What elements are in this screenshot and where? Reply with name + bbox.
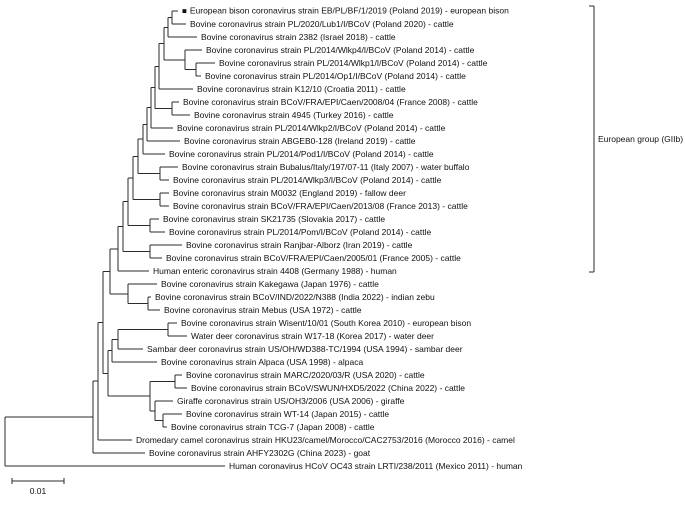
taxon-name-text: Bovine coronavirus strain 2382 (Israel 2018) - cattle <box>201 31 396 42</box>
taxon-name-text: Water deer coronavirus strain W17-18 (Korea 2017) - water deer <box>191 330 434 341</box>
taxon-label <box>229 462 522 471</box>
taxon-label <box>153 267 397 276</box>
taxon-label <box>173 202 468 211</box>
taxon-name-text: Bovine coronavirus strain WT-14 (Japan 2015) - cattle <box>186 408 390 419</box>
taxon-label <box>186 371 425 380</box>
taxon-name-text: Bovine coronavirus strain MARC/2020/03/R (USA 2020) - cattle <box>186 369 425 380</box>
taxon-name-text: Human enteric coronavirus strain 4408 (Germany 1988) - human <box>153 265 397 276</box>
taxon-name-text: Bovine coronavirus strain BCoV/FRA/EPI/Caen/2005/01 (France 2005) - cattle <box>166 252 461 263</box>
taxon-name-text: Bovine coronavirus strain PL/2014/Op1/I/BCoV (Poland 2014) - cattle <box>205 70 466 81</box>
taxon-name-text: Bovine coronavirus strain SK21735 (Slovakia 2017) - cattle <box>163 213 386 224</box>
taxon-label <box>219 59 487 68</box>
taxon-label <box>163 215 385 224</box>
taxon-name-text: Bovine coronavirus strain PL/2020/Lub1/I/BCoV (Poland 2020) - cattle <box>190 18 454 29</box>
taxon-name-text: Bovine coronavirus strain Ranjbar-Alborz (Iran 2019) - cattle <box>186 239 413 250</box>
taxon-name-text: Bovine coronavirus strain PL/2014/Wlkp3/I/BCoV (Poland 2014) - cattle <box>173 174 442 185</box>
taxon-label <box>173 189 406 198</box>
taxon-name-text: Bovine coronavirus strain BCoV/FRA/EPI/Caen/2008/04 (France 2008) - cattle <box>183 96 478 107</box>
taxon-name-text: Bovine coronavirus strain PL/2014/Wlkp1/I/BCoV (Poland 2014) - cattle <box>219 57 488 68</box>
taxon-name-text: Bovine coronavirus strain M0032 (England 2019) - fallow deer <box>173 187 406 198</box>
taxon-name-text: Bovine coronavirus strain 4945 (Turkey 2016) - cattle <box>194 109 394 120</box>
taxon-label <box>197 85 406 94</box>
taxon-name-text: European bison coronavirus strain EB/PL/BF/1/2019 (Poland 2019) - european bison <box>189 5 509 16</box>
taxon-label <box>169 150 434 159</box>
taxon-name-text: Bovine coronavirus strain Wisent/10/01 (South Korea 2010) - european bison <box>181 317 472 328</box>
taxon-name-text: Bovine coronavirus strain PL/2014/Pom/I/BCoV (Poland 2014) - cattle <box>169 226 432 237</box>
taxon-label <box>161 280 379 289</box>
taxon-label <box>161 358 363 367</box>
taxon-label <box>155 293 435 302</box>
taxon-label <box>205 72 466 81</box>
study-strain-square-marker: ■ <box>182 6 187 16</box>
clade-group-label: European group (GIIb) <box>598 134 684 144</box>
taxon-label <box>171 423 374 432</box>
taxon-name-text: Giraffe coronavirus strain US/OH3/2006 (USA 2006) - giraffe <box>177 395 405 406</box>
taxon-label <box>181 319 471 328</box>
taxon-label <box>186 241 412 250</box>
taxon-name-text: Bovine coronavirus strain K12/10 (Croatia 2011) - cattle <box>197 83 406 94</box>
taxon-label <box>206 46 474 55</box>
taxon-name-text: Sambar deer coronavirus strain US/OH/WD388-TC/1994 (USA 1994) - sambar deer <box>147 343 463 354</box>
taxon-label <box>182 163 469 172</box>
taxon-name-text: Bovine coronavirus strain BCoV/SWUN/HXD5/2022 (China 2022) - cattle <box>191 382 466 393</box>
taxon-label <box>186 410 389 419</box>
taxon-label <box>194 111 394 120</box>
taxon-label <box>191 332 434 341</box>
taxon-name-text: Bovine coronavirus strain Alpaca (USA 1998) - alpaca <box>161 356 364 367</box>
taxon-label <box>184 137 416 146</box>
taxon-label <box>169 228 431 237</box>
taxon-label <box>183 98 478 107</box>
taxon-label <box>182 7 509 16</box>
taxon-label <box>164 306 361 315</box>
taxon-name-text: Bovine coronavirus strain Kakegawa (Japan 1976) - cattle <box>161 278 379 289</box>
taxon-label <box>147 345 463 354</box>
taxon-label <box>201 33 396 42</box>
taxon-name-text: Bovine coronavirus strain ABGEB0-128 (Ireland 2019) - cattle <box>184 135 416 146</box>
taxon-label <box>173 176 441 185</box>
taxon-name-text: Bovine coronavirus strain PL/2014/Wlkp2/I/BCoV (Poland 2014) - cattle <box>177 122 446 133</box>
taxon-label <box>166 254 461 263</box>
taxon-label <box>177 397 404 406</box>
taxon-name-text: Bovine coronavirus strain Mebus (USA 1972) - cattle <box>164 304 362 315</box>
taxon-name-text: Bovine coronavirus strain PL/2014/Wlkp4/I/BCoV (Poland 2014) - cattle <box>206 44 475 55</box>
taxon-label <box>149 449 370 458</box>
taxon-name-text: Bovine coronavirus strain PL/2014/Pod1/I/BCoV (Poland 2014) - cattle <box>169 148 434 159</box>
taxon-name-text: Dromedary camel coronavirus strain HKU23/camel/Morocco/CAC2753/2016 (Morocco 2016) - camel <box>136 434 515 445</box>
taxon-label <box>191 384 465 393</box>
taxon-name-text: Bovine coronavirus strain BCoV/FRA/EPI/Caen/2013/08 (France 2013) - cattle <box>173 200 468 211</box>
taxon-label <box>136 436 515 445</box>
taxon-name-text: Bovine coronavirus strain BCoV/IND/2022/N388 (India 2022) - indian zebu <box>155 291 435 302</box>
scale-bar-label: 0.01 <box>29 486 47 496</box>
taxon-name-text: Bovine coronavirus strain TCG-7 (Japan 2008) - cattle <box>171 421 375 432</box>
taxon-name-text: Bovine coronavirus strain AHFY2302G (China 2023) - goat <box>149 447 371 458</box>
taxon-label <box>177 124 445 133</box>
taxon-label <box>190 20 454 29</box>
taxon-name-text: Human coronavirus HCoV OC43 strain LRTI/238/2011 (Mexico 2011) - human <box>229 460 523 471</box>
taxon-name-text: Bovine coronavirus strain Bubalus/Italy/197/07-11 (Italy 2007) - water buffalo <box>182 161 470 172</box>
